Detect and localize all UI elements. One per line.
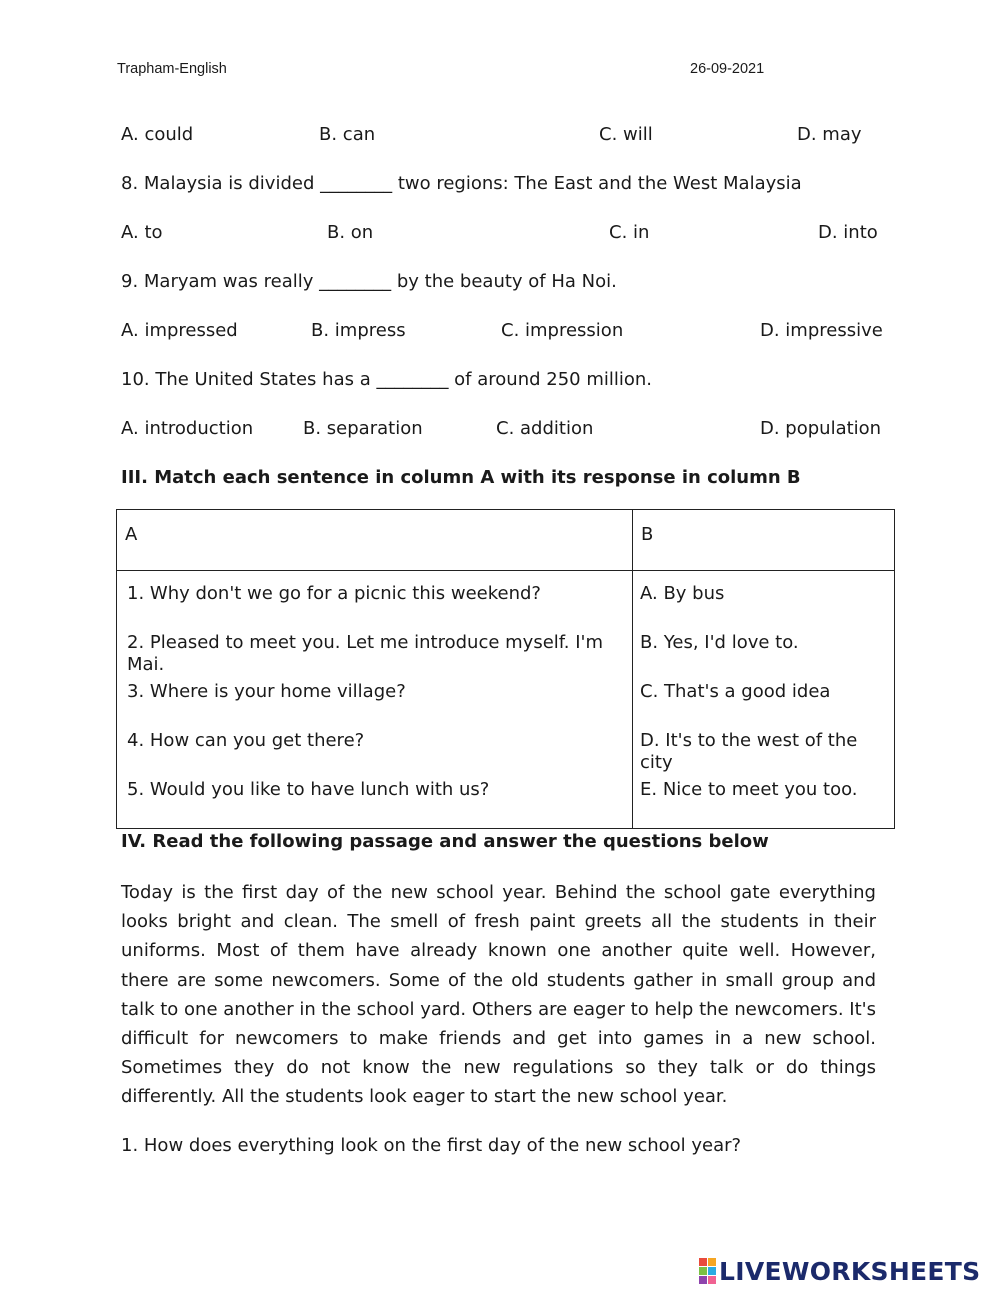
liveworksheets-logo xyxy=(699,1256,980,1286)
q10-question: 10. The United States has a ________ of around 250 million. xyxy=(121,369,653,390)
column-b-item-e: E. Nice to meet you too. xyxy=(640,779,858,800)
q9-option-a[interactable]: A. impressed xyxy=(121,320,238,341)
column-a-header-cell xyxy=(117,510,633,571)
header-source: Trapham-English xyxy=(117,61,227,77)
column-b-item-a: A. By bus xyxy=(640,583,725,604)
matching-table-header-row xyxy=(117,510,895,571)
q10-option-d[interactable]: D. population xyxy=(760,418,882,439)
q9-option-c[interactable]: C. impression xyxy=(501,320,624,341)
q7-option-a[interactable]: A. could xyxy=(121,124,194,145)
column-b-item-d: D. It's to the west of the city xyxy=(640,730,858,773)
matching-table xyxy=(116,509,895,829)
q9-option-b[interactable]: B. impress xyxy=(311,320,406,341)
q10-option-a[interactable]: A. introduction xyxy=(121,418,254,439)
section4-question-1: 1. How does everything look on the first day of the new school year? xyxy=(121,1135,742,1156)
q7-option-c[interactable]: C. will xyxy=(599,124,653,145)
q10-option-c[interactable]: C. addition xyxy=(496,418,594,439)
column-a-item-5: 5. Would you like to have lunch with us? xyxy=(127,779,490,800)
q8-option-c[interactable]: C. in xyxy=(609,222,650,243)
q8-option-d[interactable]: D. into xyxy=(818,222,878,243)
matching-table-body-row xyxy=(117,571,895,829)
q8-option-a[interactable]: A. to xyxy=(121,222,163,243)
logo-text: LIVEWORKSHEETS xyxy=(719,1256,981,1286)
q9-question: 9. Maryam was really ________ by the beauty of Ha Noi. xyxy=(121,271,617,292)
section3-title: III. Match each sentence in column A with its response in column B xyxy=(121,467,801,488)
column-a-item-3: 3. Where is your home village? xyxy=(127,681,406,702)
column-a-item-2: 2. Pleased to meet you. Let me introduce myself. I'm Mai. xyxy=(127,632,604,675)
column-b-header: B xyxy=(641,524,654,545)
column-b-item-c: C. That's a good idea xyxy=(640,681,831,702)
q7-option-d[interactable]: D. may xyxy=(797,124,862,145)
column-a-item-4: 4. How can you get there? xyxy=(127,730,365,751)
header-date: 26-09-2021 xyxy=(690,61,765,77)
q8-question: 8. Malaysia is divided ________ two regions: The East and the West Malaysia xyxy=(121,173,802,194)
section4-title: IV. Read the following passage and answer the questions below xyxy=(121,831,769,852)
reading-passage: Today is the first day of the new school year. Behind the school gate everything looks bright and clean. The smell of fresh paint greets all the students in their uniforms. Most of them have already known one another quite well. However, there are some newcomers. Some of the old students gather in small group and talk to one another in the school yard. Others are eager to help the newcomers. It's difficult for newcomers to make friends and get into games in a new school. Sometimes they do not know the new regulations so they talk or do things differently. All the students look eager to start the new school year. xyxy=(121,882,876,1108)
column-a-item-1: 1. Why don't we go for a picnic this weekend? xyxy=(127,583,541,604)
column-b-header-cell xyxy=(633,510,895,571)
logo-squares-icon xyxy=(699,1258,716,1284)
q9-option-d[interactable]: D. impressive xyxy=(760,320,883,341)
column-b-cell xyxy=(633,571,895,829)
q10-option-b[interactable]: B. separation xyxy=(303,418,423,439)
column-a-header: A xyxy=(125,524,138,545)
column-b-item-b: B. Yes, I'd love to. xyxy=(640,632,799,653)
q7-option-b[interactable]: B. can xyxy=(319,124,376,145)
column-a-cell xyxy=(117,571,633,829)
q8-option-b[interactable]: B. on xyxy=(327,222,374,243)
